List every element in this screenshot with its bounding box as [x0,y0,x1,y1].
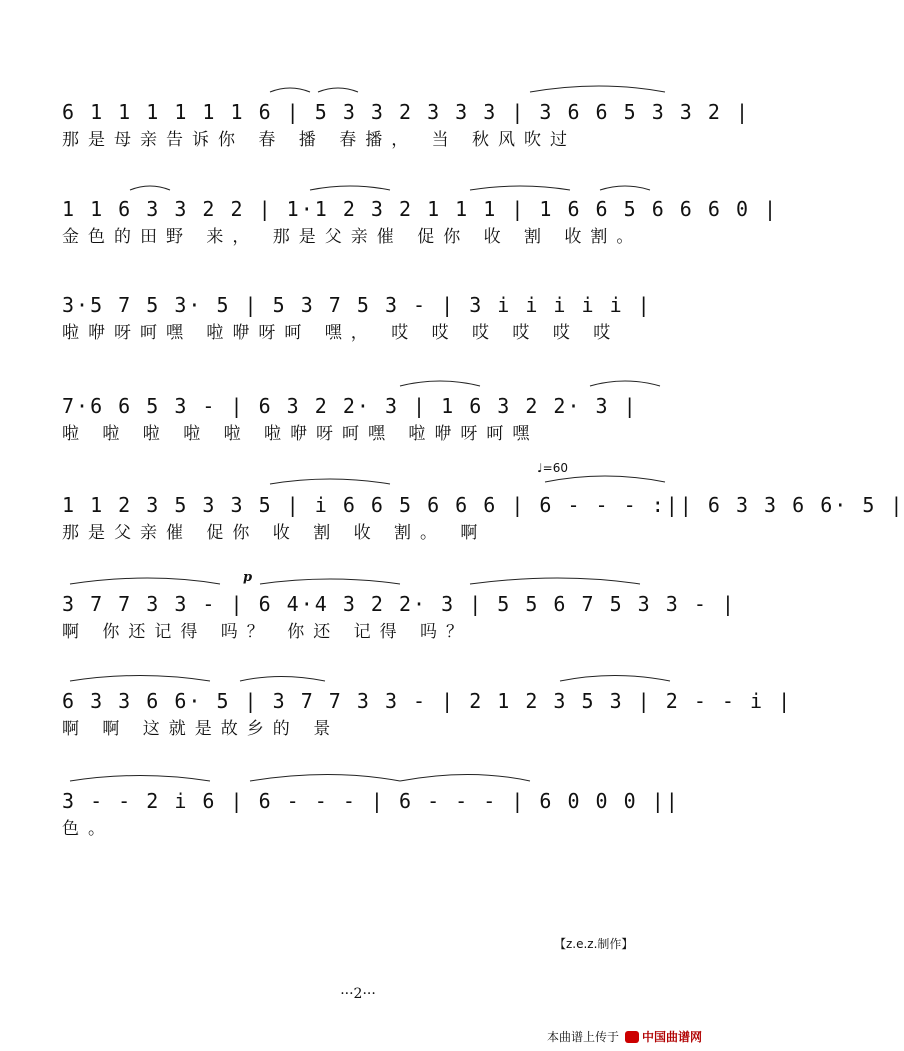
slur-icon [70,578,220,584]
logo-icon [625,1031,639,1043]
slur-icon [530,86,665,92]
notation-line: 3·5 7 5 3· 5 | 5 3 7 5 3 - | 3 i i i i i | [62,293,652,317]
site-name: 中国曲谱网 [641,1030,702,1044]
lyrics-line: 啊 你还记得 吗？ 你还 记得 吗？ [62,622,473,642]
slur-icon [270,479,390,484]
slur-icon [260,579,400,584]
lyrics-line: 啦咿呀呵嘿 啦咿呀呵 嘿， 哎 哎 哎 哎 哎 哎 [62,323,620,343]
slur-icon [600,186,650,190]
upload-text: 本曲谱上传于 [546,1030,619,1044]
notation-line: 3 - - 2 i 6 | 6 - - - | 6 - - - | 6 0 0 0 || [62,789,680,813]
notation-line: 3 7 7 3 3 - | 6 4·4 3 2 2· 3 | 5 5 6 7 5 3 3 - | [62,592,736,616]
site-logo[interactable] [625,1028,702,1045]
notation-line: 6 3 3 6 6· 5 | 3 7 7 3 3 - | 2 1 2 3 5 3 | 2 - - i | [62,689,793,713]
lyrics-line: 啦 啦 啦 啦 啦 啦咿呀呵嘿 啦咿呀呵嘿 [62,424,539,444]
lyrics-line: 色。 [62,819,114,839]
notation-line: 6 1 1 1 1 1 1 6 | 5 3 3 2 3 3 3 | 3 6 6 5 3 3 2 | [62,100,751,124]
lyrics-line: 金色的田野 来， 那是父亲催 促你 收 割 收割。 [62,227,643,247]
notation-line: 1 1 6 3 3 2 2 | 1·1 2 3 2 1 1 1 | 1 6 6 5 6 6 6 0 | [62,197,779,221]
slur-icon [590,381,660,386]
dynamic-mark: p [243,570,253,585]
slur-icon [400,775,530,782]
slur-icon [70,676,210,682]
slur-icon [400,381,480,386]
slur-icon [470,186,570,190]
slur-icon [560,676,670,682]
lyrics-line: 那是母亲告诉你 春 播 春播， 当 秋风吹过 [62,130,577,150]
slur-icon [318,88,358,92]
slur-icon [250,775,400,782]
slur-icon [70,776,210,782]
notation-line: 1 1 2 3 5 3 3 5 | i 6 6 5 6 6 6 | 6 - - - :|| 6 3 3 6 6· 5 | [62,493,904,517]
slur-icon [270,88,310,92]
footer-bar [547,1028,702,1045]
slur-icon [130,186,170,190]
credit-label: 【z.e.z.制作】 [554,937,634,951]
page-number: ···2··· [340,986,376,1002]
slur-icon [545,476,665,482]
tempo-mark: ♩=60 [537,461,568,475]
lyrics-line: 啊 啊 这就是故乡的 景 [62,719,340,739]
slur-icon [470,578,640,584]
slur-icon [310,186,390,190]
slur-icon [240,677,325,682]
lyrics-line: 那是父亲催 促你 收 割 收 割。 啊 [62,523,487,543]
notation-line: 7·6 6 5 3 - | 6 3 2 2· 3 | 1 6 3 2 2· 3 | [62,394,638,418]
